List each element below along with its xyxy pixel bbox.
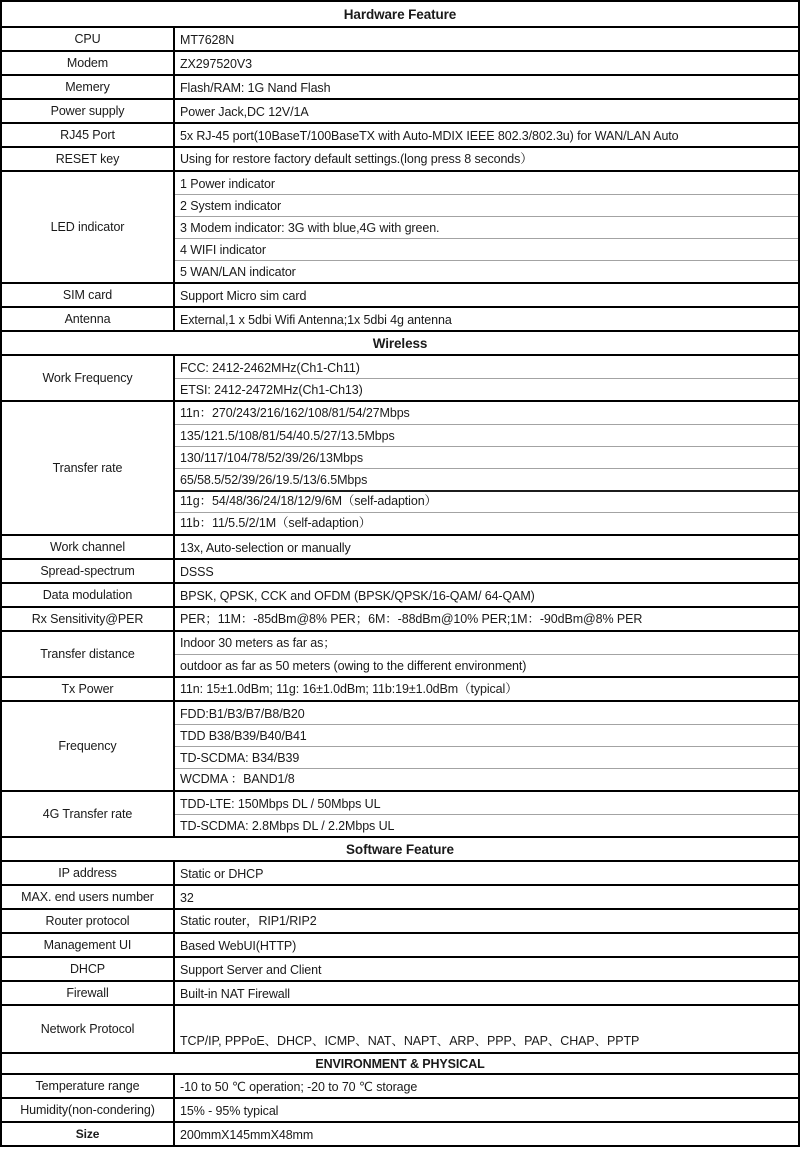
row-label: Data modulation	[2, 584, 175, 606]
row-values	[175, 678, 798, 700]
row-values	[175, 608, 798, 630]
table-row	[2, 356, 798, 402]
table-row	[2, 934, 798, 958]
table-row	[2, 100, 798, 124]
row-value: TCP/IP, PPPoE、DHCP、ICMP、NAT、NAPT、ARP、PPP、PAP、CHAP、PPTP	[180, 1034, 640, 1048]
row-value: 32	[180, 891, 194, 905]
table-row	[2, 702, 798, 792]
row-value: Support Server and Client	[180, 963, 322, 977]
table-row	[2, 958, 798, 982]
row-value: 200mmX145mmX48mm	[180, 1128, 314, 1142]
row-label: DHCP	[2, 958, 175, 980]
row-values	[175, 402, 798, 534]
row-value: 5x RJ-45 port(10BaseT/100BaseTX with Auto-MDIX IEEE 802.3/802.3u) for WAN/LAN Auto	[180, 129, 679, 143]
row-value: 135/121.5/108/81/54/40.5/27/13.5Mbps	[175, 424, 798, 446]
table-row	[2, 28, 798, 52]
row-label: Firewall	[2, 982, 175, 1004]
row-value: Power Jack,DC 12V/1A	[180, 105, 309, 119]
row-value: Flash/RAM: 1G Nand Flash	[180, 81, 331, 95]
row-values	[175, 100, 798, 122]
row-value: TD-SCDMA: 2.8Mbps DL / 2.2Mbps UL	[175, 814, 798, 836]
row-value: Built-in NAT Firewall	[180, 987, 290, 1001]
row-label: Tx Power	[2, 678, 175, 700]
row-value: 3 Modem indicator: 3G with blue,4G with green.	[175, 216, 798, 238]
row-label: Router protocol	[2, 910, 175, 932]
table-row	[2, 536, 798, 560]
row-values	[175, 284, 798, 306]
section-header: Wireless	[2, 332, 798, 356]
row-label: CPU	[2, 28, 175, 50]
row-value: BPSK, QPSK, CCK and OFDM (BPSK/QPSK/16-QAM/ 64-QAM)	[180, 589, 535, 603]
row-values	[175, 1006, 798, 1052]
table-row	[2, 284, 798, 308]
row-label: Transfer rate	[2, 402, 175, 534]
row-values	[175, 356, 798, 400]
section-header: ENVIRONMENT & PHYSICAL	[2, 1054, 798, 1075]
row-label: Network Protocol	[2, 1006, 175, 1052]
table-row	[2, 148, 798, 172]
row-value: Static or DHCP	[180, 867, 264, 881]
table-row	[2, 172, 798, 284]
row-label: Size	[2, 1123, 175, 1145]
row-values	[175, 958, 798, 980]
row-value: 5 WAN/LAN indicator	[175, 260, 798, 282]
row-value: FCC: 2412-2462MHz(Ch1-Ch11)	[180, 361, 360, 375]
row-values	[175, 172, 798, 282]
row-values	[175, 584, 798, 606]
table-row	[2, 124, 798, 148]
row-label: MAX. end users number	[2, 886, 175, 908]
row-value: Support Micro sim card	[180, 289, 307, 303]
row-label: SIM card	[2, 284, 175, 306]
row-value: Using for restore factory default settings.(long press 8 seconds）	[180, 152, 533, 166]
row-label: LED indicator	[2, 172, 175, 282]
row-values	[175, 28, 798, 50]
row-values	[175, 124, 798, 146]
table-row	[2, 1006, 798, 1054]
row-value: 1 Power indicator	[180, 177, 275, 191]
row-values	[175, 632, 798, 676]
table-row	[2, 678, 798, 702]
row-value: Indoor 30 meters as far as；	[180, 636, 336, 650]
row-value: External,1 x 5dbi Wifi Antenna;1x 5dbi 4g antenna	[180, 313, 452, 327]
row-value: 15% - 95% typical	[180, 1104, 279, 1118]
table-row	[2, 1075, 798, 1099]
row-label: Work Frequency	[2, 356, 175, 400]
table-row	[2, 608, 798, 632]
row-value: TDD B38/B39/B40/B41	[175, 724, 798, 746]
row-label: RJ45 Port	[2, 124, 175, 146]
row-value: 11n: 15±1.0dBm; 11g: 16±1.0dBm; 11b:19±1.0dBm（typical）	[180, 682, 518, 696]
row-values	[175, 886, 798, 908]
table-row	[2, 982, 798, 1006]
row-values	[175, 792, 798, 836]
row-label: Memery	[2, 76, 175, 98]
section-header: Hardware Feature	[2, 2, 798, 28]
row-label: Spread-spectrum	[2, 560, 175, 582]
row-value: TD-SCDMA: B34/B39	[175, 746, 798, 768]
row-value: 4 WIFI indicator	[175, 238, 798, 260]
row-value: Based WebUI(HTTP)	[180, 939, 297, 953]
table-row	[2, 632, 798, 678]
row-value: FDD:B1/B3/B7/B8/B20	[180, 707, 305, 721]
row-value: 65/58.5/52/39/26/19.5/13/6.5Mbps	[175, 468, 798, 490]
row-values	[175, 862, 798, 884]
row-label: Modem	[2, 52, 175, 74]
row-value: 11n：270/243/216/162/108/81/54/27Mbps	[180, 406, 410, 420]
row-value: Static router，RIP1/RIP2	[180, 914, 317, 928]
table-row	[2, 862, 798, 886]
row-label: Rx Sensitivity@PER	[2, 608, 175, 630]
row-values	[175, 536, 798, 558]
table-row	[2, 308, 798, 332]
table-row	[2, 886, 798, 910]
row-values	[175, 982, 798, 1004]
row-label: IP address	[2, 862, 175, 884]
row-value: 2 System indicator	[175, 194, 798, 216]
row-value: WCDMA ：BAND1/8	[175, 768, 798, 790]
table-row	[2, 910, 798, 934]
row-label: RESET key	[2, 148, 175, 170]
row-label: Antenna	[2, 308, 175, 330]
row-value: ZX297520V3	[180, 57, 252, 71]
row-values	[175, 148, 798, 170]
row-label: 4G Transfer rate	[2, 792, 175, 836]
row-value: TDD-LTE: 150Mbps DL / 50Mbps UL	[180, 797, 381, 811]
row-label: Work channel	[2, 536, 175, 558]
row-value: 11g：54/48/36/24/18/12/9/6M（self-adaption）	[175, 490, 798, 512]
row-values	[175, 934, 798, 956]
table-row	[2, 1099, 798, 1123]
row-value: MT7628N	[180, 33, 235, 47]
table-row	[2, 402, 798, 536]
row-values	[175, 560, 798, 582]
row-value: DSSS	[180, 565, 214, 579]
row-value: -10 to 50 ℃ operation; -20 to 70 ℃ storage	[180, 1080, 418, 1094]
table-row	[2, 52, 798, 76]
row-label: Management UI	[2, 934, 175, 956]
row-label: Frequency	[2, 702, 175, 790]
section-header: Software Feature	[2, 838, 798, 862]
row-values	[175, 702, 798, 790]
table-row	[2, 76, 798, 100]
row-value: outdoor as far as 50 meters (owing to the different environment)	[175, 654, 798, 676]
row-label: Temperature range	[2, 1075, 175, 1097]
row-values	[175, 308, 798, 330]
table-row	[2, 584, 798, 608]
row-values	[175, 910, 798, 932]
row-values	[175, 76, 798, 98]
table-row	[2, 560, 798, 584]
row-values	[175, 1099, 798, 1121]
row-value: ETSI: 2412-2472MHz(Ch1-Ch13)	[175, 378, 798, 400]
row-value: 11b：11/5.5/2/1M（self-adaption）	[175, 512, 798, 534]
row-values	[175, 1075, 798, 1097]
table-row	[2, 1123, 798, 1145]
row-values	[175, 1123, 798, 1145]
row-value: 130/117/104/78/52/39/26/13Mbps	[175, 446, 798, 468]
table-row	[2, 792, 798, 838]
row-label: Transfer distance	[2, 632, 175, 676]
row-label: Power supply	[2, 100, 175, 122]
row-value: 13x, Auto-selection or manually	[180, 541, 351, 555]
row-value: PER；11M：-85dBm@8% PER；6M：-88dBm@10% PER;1M：-90dBm@8% PER	[180, 612, 643, 626]
row-label: Humidity(non-condering)	[2, 1099, 175, 1121]
row-values	[175, 52, 798, 74]
